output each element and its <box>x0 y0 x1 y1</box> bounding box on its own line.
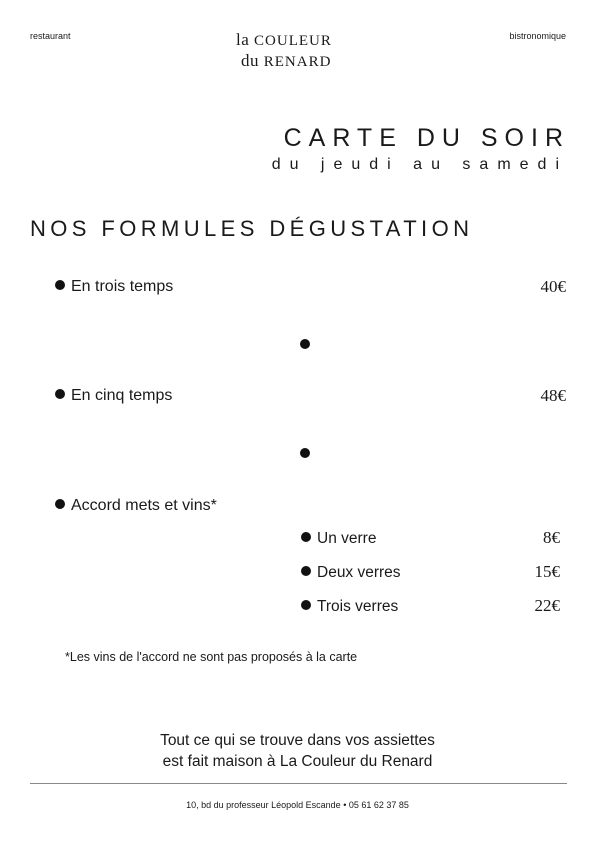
logo-du: du <box>241 51 259 70</box>
accord-price: 22€ <box>534 596 560 615</box>
tagline-line-1: Tout ce qui se trouve dans vos assiettes <box>160 732 435 749</box>
accord-label: Trois verres <box>317 598 399 615</box>
formule-label: Accord mets et vins* <box>71 497 217 514</box>
bullet-icon <box>301 600 311 610</box>
formule-price: 48€ <box>540 386 566 405</box>
formule-price: 40€ <box>540 277 566 296</box>
logo-line-2 <box>241 51 331 71</box>
carte-subtitle: du jeudi au samedi <box>271 156 568 173</box>
tagline-line-2: est fait maison à La Couleur du Renard <box>162 753 433 770</box>
logo-couleur: COULEUR <box>254 33 332 49</box>
bullet-icon <box>55 280 65 290</box>
footer-divider <box>30 783 567 784</box>
section-title: NOS FORMULES DÉGUSTATION <box>30 216 474 241</box>
formule-label: En cinq temps <box>71 387 173 404</box>
bullet-icon <box>301 532 311 542</box>
accord-item <box>301 530 376 548</box>
header-right-label: bistronomique <box>509 31 566 41</box>
formule-item <box>55 497 217 515</box>
header-left-label: restaurant <box>30 31 71 41</box>
footnote: *Les vins de l'accord ne sont pas proposés à la carte <box>65 650 358 664</box>
bullet-icon <box>301 566 311 576</box>
formule-item <box>55 278 173 296</box>
bullet-icon <box>55 499 65 509</box>
accord-item <box>301 598 398 616</box>
accord-item <box>301 564 401 582</box>
logo-line-1 <box>236 30 332 50</box>
accord-price: 8€ <box>543 528 560 547</box>
footer-address: 10, bd du professeur Léopold Escande • 05 61 62 37 85 <box>186 800 409 810</box>
restaurant-logo <box>236 30 366 74</box>
accord-label: Deux verres <box>317 564 401 581</box>
logo-la: la <box>236 30 250 49</box>
formule-item <box>55 387 172 405</box>
separator-dot-icon <box>300 448 310 458</box>
formule-label: En trois temps <box>71 278 174 295</box>
separator-dot-icon <box>300 339 310 349</box>
bullet-icon <box>55 389 65 399</box>
accord-price: 15€ <box>534 562 560 581</box>
accord-label: Un verre <box>317 530 377 547</box>
carte-title: CARTE DU SOIR <box>283 124 570 152</box>
logo-renard: RENARD <box>263 54 332 70</box>
